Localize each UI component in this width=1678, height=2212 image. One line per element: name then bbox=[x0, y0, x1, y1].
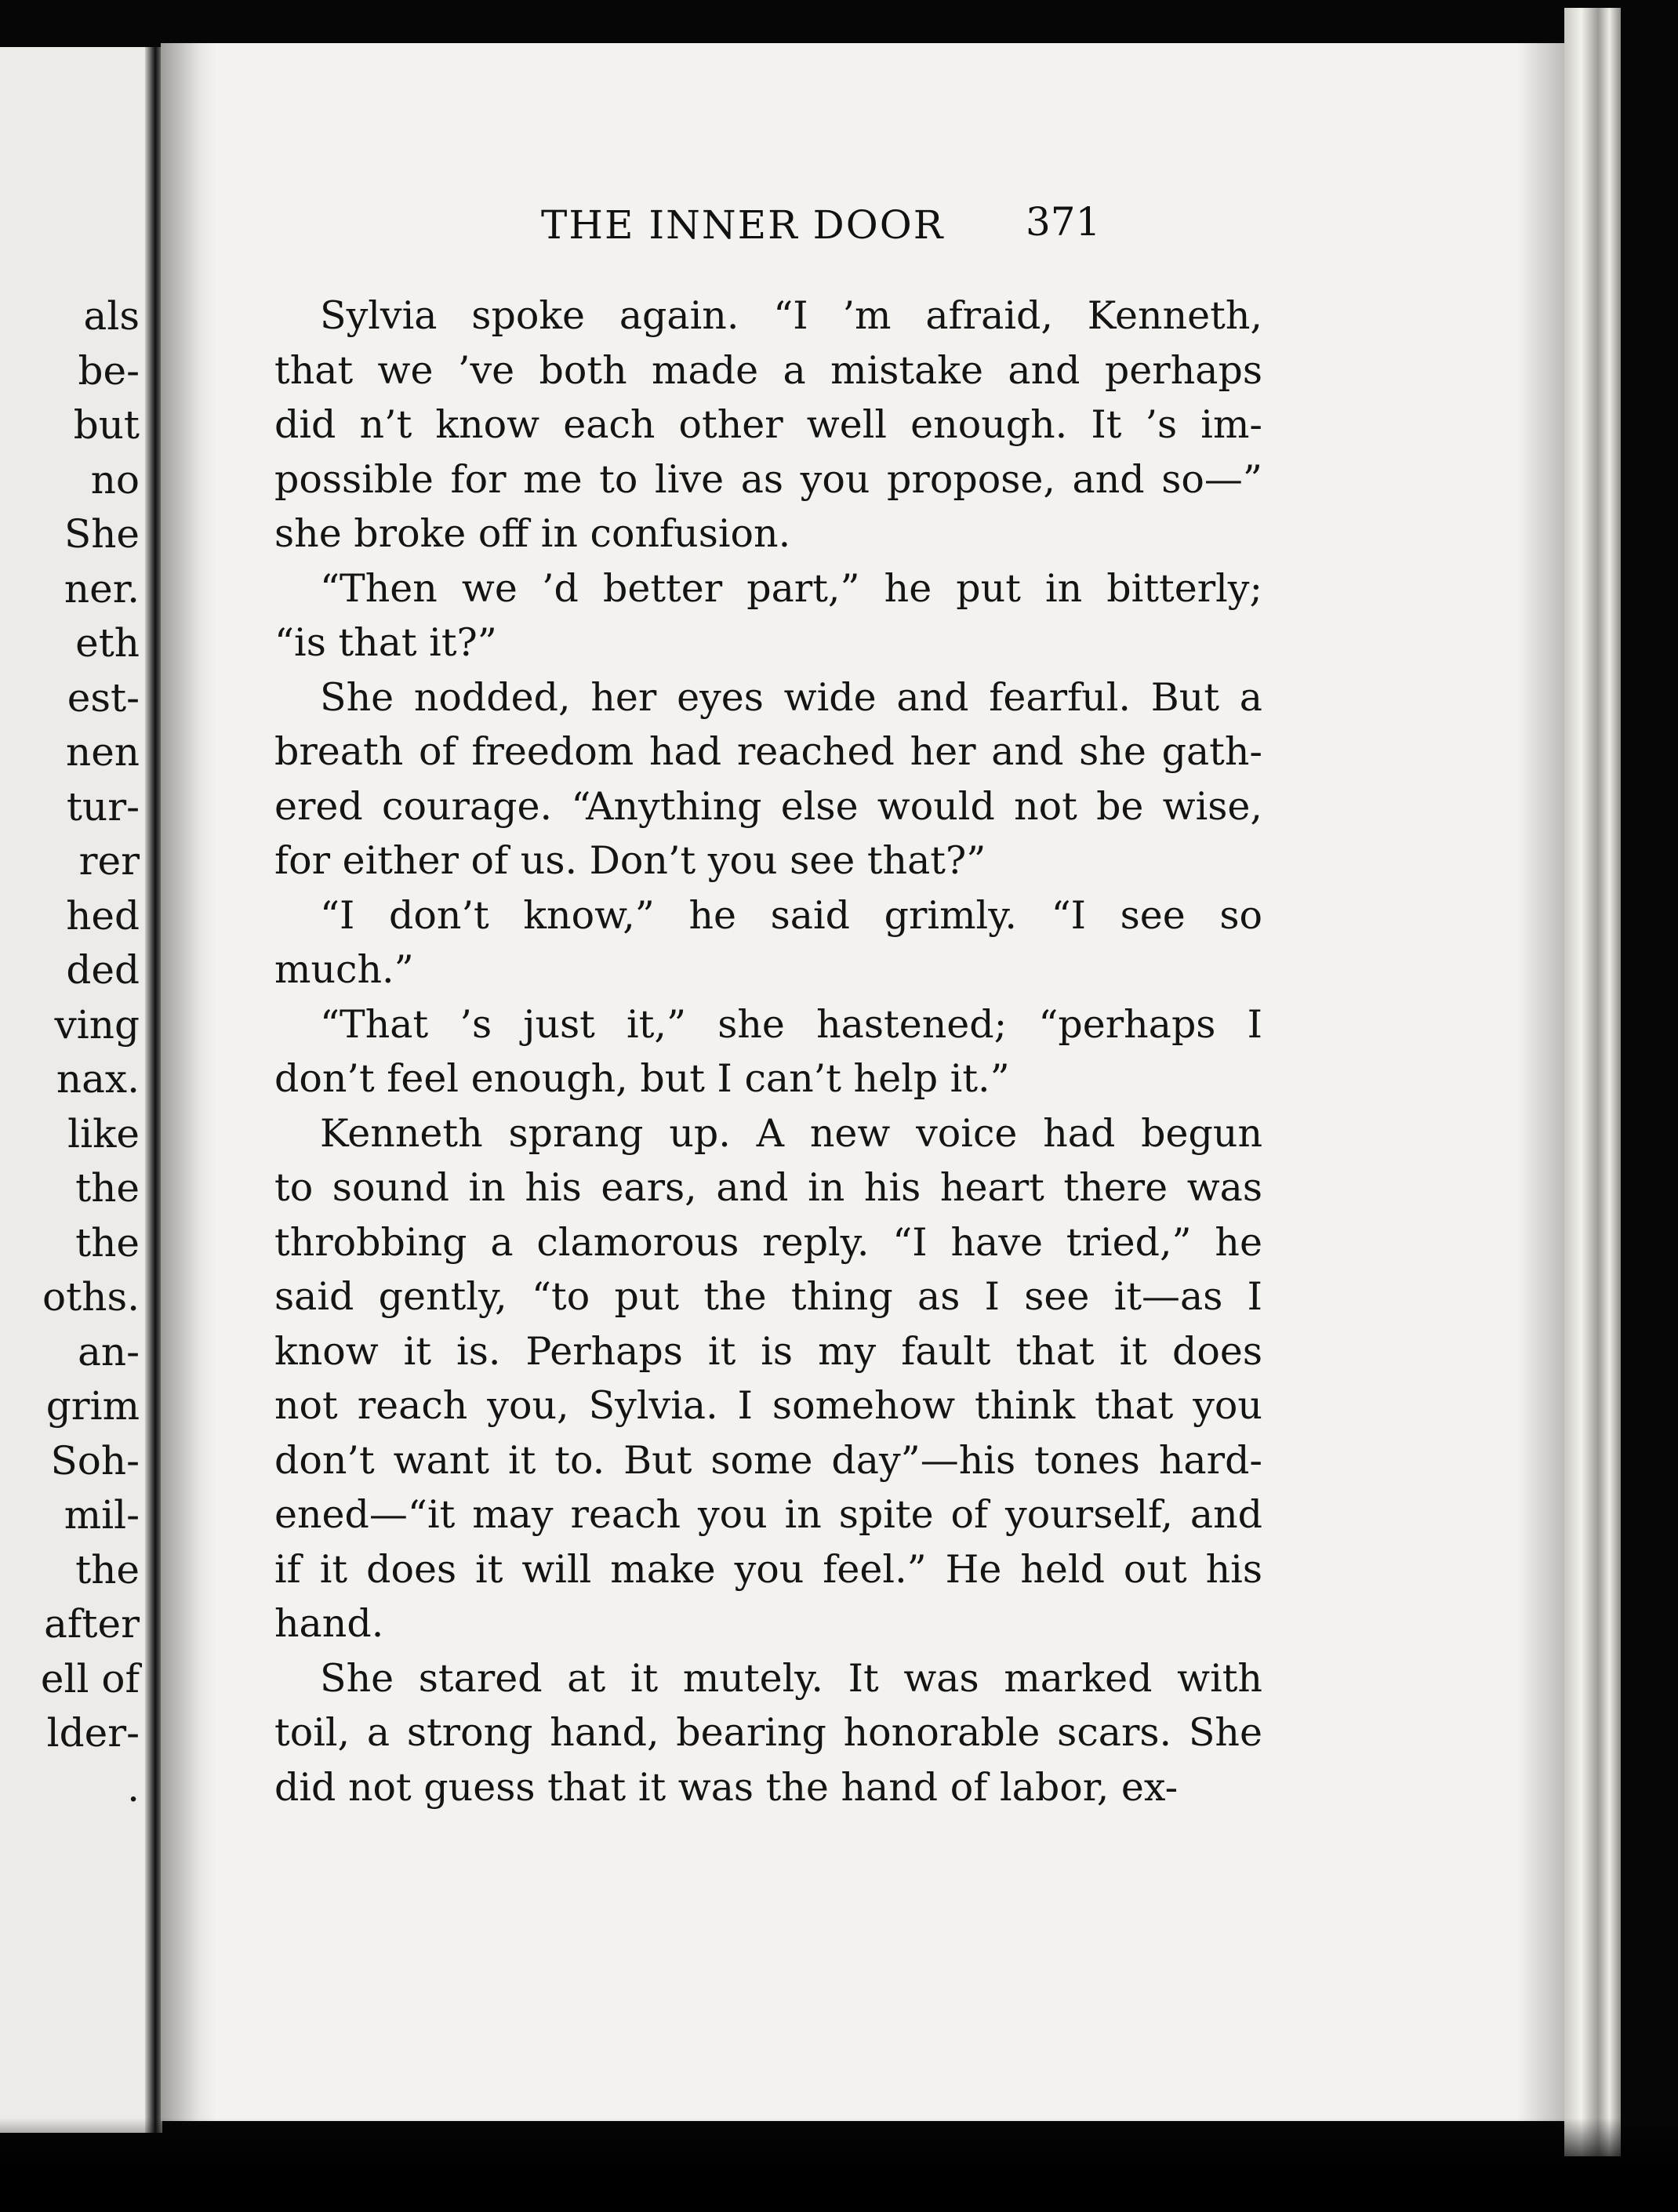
page-stack-edge bbox=[1564, 8, 1621, 2156]
body-text bbox=[274, 289, 1262, 1814]
paragraph bbox=[274, 997, 1262, 1106]
paragraph bbox=[274, 1106, 1262, 1651]
previous-page-fragment: the bbox=[75, 1219, 140, 1266]
previous-page-fragment: nen bbox=[66, 729, 140, 775]
previous-page-fragment: an- bbox=[78, 1328, 140, 1375]
text-line: She stared at it mutely. It was marked with bbox=[320, 1655, 1262, 1701]
previous-page-edge bbox=[0, 47, 149, 2133]
page-edge-shadow bbox=[1517, 43, 1564, 2121]
text-line: ened—“it may reach you in spite of yourself, and bbox=[274, 1492, 1262, 1537]
text-line: throbbing a clamorous reply. “I have tried,” he bbox=[274, 1219, 1262, 1265]
previous-page-fragment: . bbox=[127, 1764, 140, 1811]
running-head-title: THE INNER DOOR bbox=[541, 202, 945, 248]
text-line: did not guess that it was the hand of labor, ex- bbox=[274, 1764, 1179, 1810]
previous-page-fragment: rer bbox=[78, 838, 140, 884]
paragraph bbox=[274, 888, 1262, 997]
previous-page-fragment: eth bbox=[75, 620, 140, 666]
previous-page-fragment: ell of bbox=[40, 1655, 140, 1702]
text-line: for either of us. Don’t you see that?” bbox=[274, 838, 986, 883]
previous-page-fragment: like bbox=[67, 1110, 140, 1157]
previous-page-fragment: ner. bbox=[64, 565, 140, 612]
paragraph bbox=[274, 561, 1262, 670]
text-line: don’t want it to. But some day”—his tones hard- bbox=[274, 1437, 1262, 1483]
text-line: that we ’ve both made a mistake and perhaps bbox=[274, 347, 1262, 393]
text-line: she broke off in confusion. bbox=[274, 511, 791, 556]
previous-page-fragment: grim bbox=[45, 1383, 140, 1429]
previous-page-fragment: mil- bbox=[64, 1492, 140, 1538]
previous-page-fragment: be- bbox=[78, 347, 140, 394]
text-line: not reach you, Sylvia. I somehow think that you bbox=[274, 1383, 1262, 1428]
previous-page-fragment: Soh- bbox=[50, 1437, 140, 1484]
previous-page-fragment: ving bbox=[54, 1001, 140, 1048]
text-line: Sylvia spoke again. “I ’m afraid, Kenneth, bbox=[320, 293, 1262, 338]
page-number: 371 bbox=[1026, 199, 1101, 245]
previous-page-fragment: no bbox=[90, 456, 140, 503]
text-line: if it does it will make you feel.” He held out his bbox=[274, 1546, 1262, 1592]
previous-page-fragment: but bbox=[73, 402, 140, 448]
text-line: said gently, “to put the thing as I see it—as I bbox=[274, 1274, 1262, 1319]
previous-page-fragment: hed bbox=[66, 892, 140, 939]
text-line: know it is. Perhaps it is my fault that it does bbox=[274, 1328, 1262, 1374]
text-line: toil, a strong hand, bearing honorable scars. She bbox=[274, 1710, 1262, 1755]
paragraph bbox=[274, 1651, 1262, 1815]
text-line: did n’t know each other well enough. It ’s im- bbox=[274, 402, 1262, 447]
text-line: much.” bbox=[274, 947, 414, 992]
previous-page-fragment: lder- bbox=[46, 1710, 140, 1756]
previous-page-fragment: She bbox=[64, 511, 140, 557]
text-line: hand. bbox=[274, 1601, 384, 1646]
previous-page-fragment: nax. bbox=[56, 1056, 140, 1102]
previous-page-fragment: after bbox=[44, 1601, 140, 1647]
text-line: She nodded, her eyes wide and fearful. But a bbox=[320, 674, 1262, 720]
text-line: “Then we ’d better part,” he put in bitterly; bbox=[320, 565, 1262, 611]
text-line: to sound in his ears, and in his heart there was bbox=[274, 1165, 1262, 1210]
text-line: “That ’s just it,” she hastened; “perhaps I bbox=[320, 1001, 1262, 1047]
previous-page-fragment: est- bbox=[67, 674, 140, 721]
text-line: possible for me to live as you propose, and so—” bbox=[274, 456, 1262, 502]
scan-bottom-shadow bbox=[0, 2118, 1678, 2212]
text-line: “I don’t know,” he said grimly. “I see so bbox=[320, 892, 1262, 938]
previous-page-fragment: ded bbox=[66, 947, 140, 993]
text-line: breath of freedom had reached her and she gath- bbox=[274, 729, 1262, 774]
text-line: “is that it?” bbox=[274, 620, 497, 665]
previous-page-fragment: oths. bbox=[42, 1274, 140, 1320]
previous-page-fragment: the bbox=[75, 1546, 140, 1593]
gutter-shadow bbox=[161, 43, 216, 2121]
text-line: don’t feel enough, but I can’t help it.” bbox=[274, 1056, 1010, 1101]
text-line: Kenneth sprang up. A new voice had begun bbox=[320, 1110, 1262, 1156]
previous-page-fragment: the bbox=[75, 1165, 140, 1211]
paragraph bbox=[274, 670, 1262, 888]
text-line: ered courage. “Anything else would not be wise, bbox=[274, 783, 1262, 829]
paragraph bbox=[274, 289, 1262, 561]
previous-page-fragment: als bbox=[83, 293, 140, 339]
previous-page-fragment: tur- bbox=[66, 783, 140, 830]
book-gutter bbox=[145, 47, 162, 2133]
